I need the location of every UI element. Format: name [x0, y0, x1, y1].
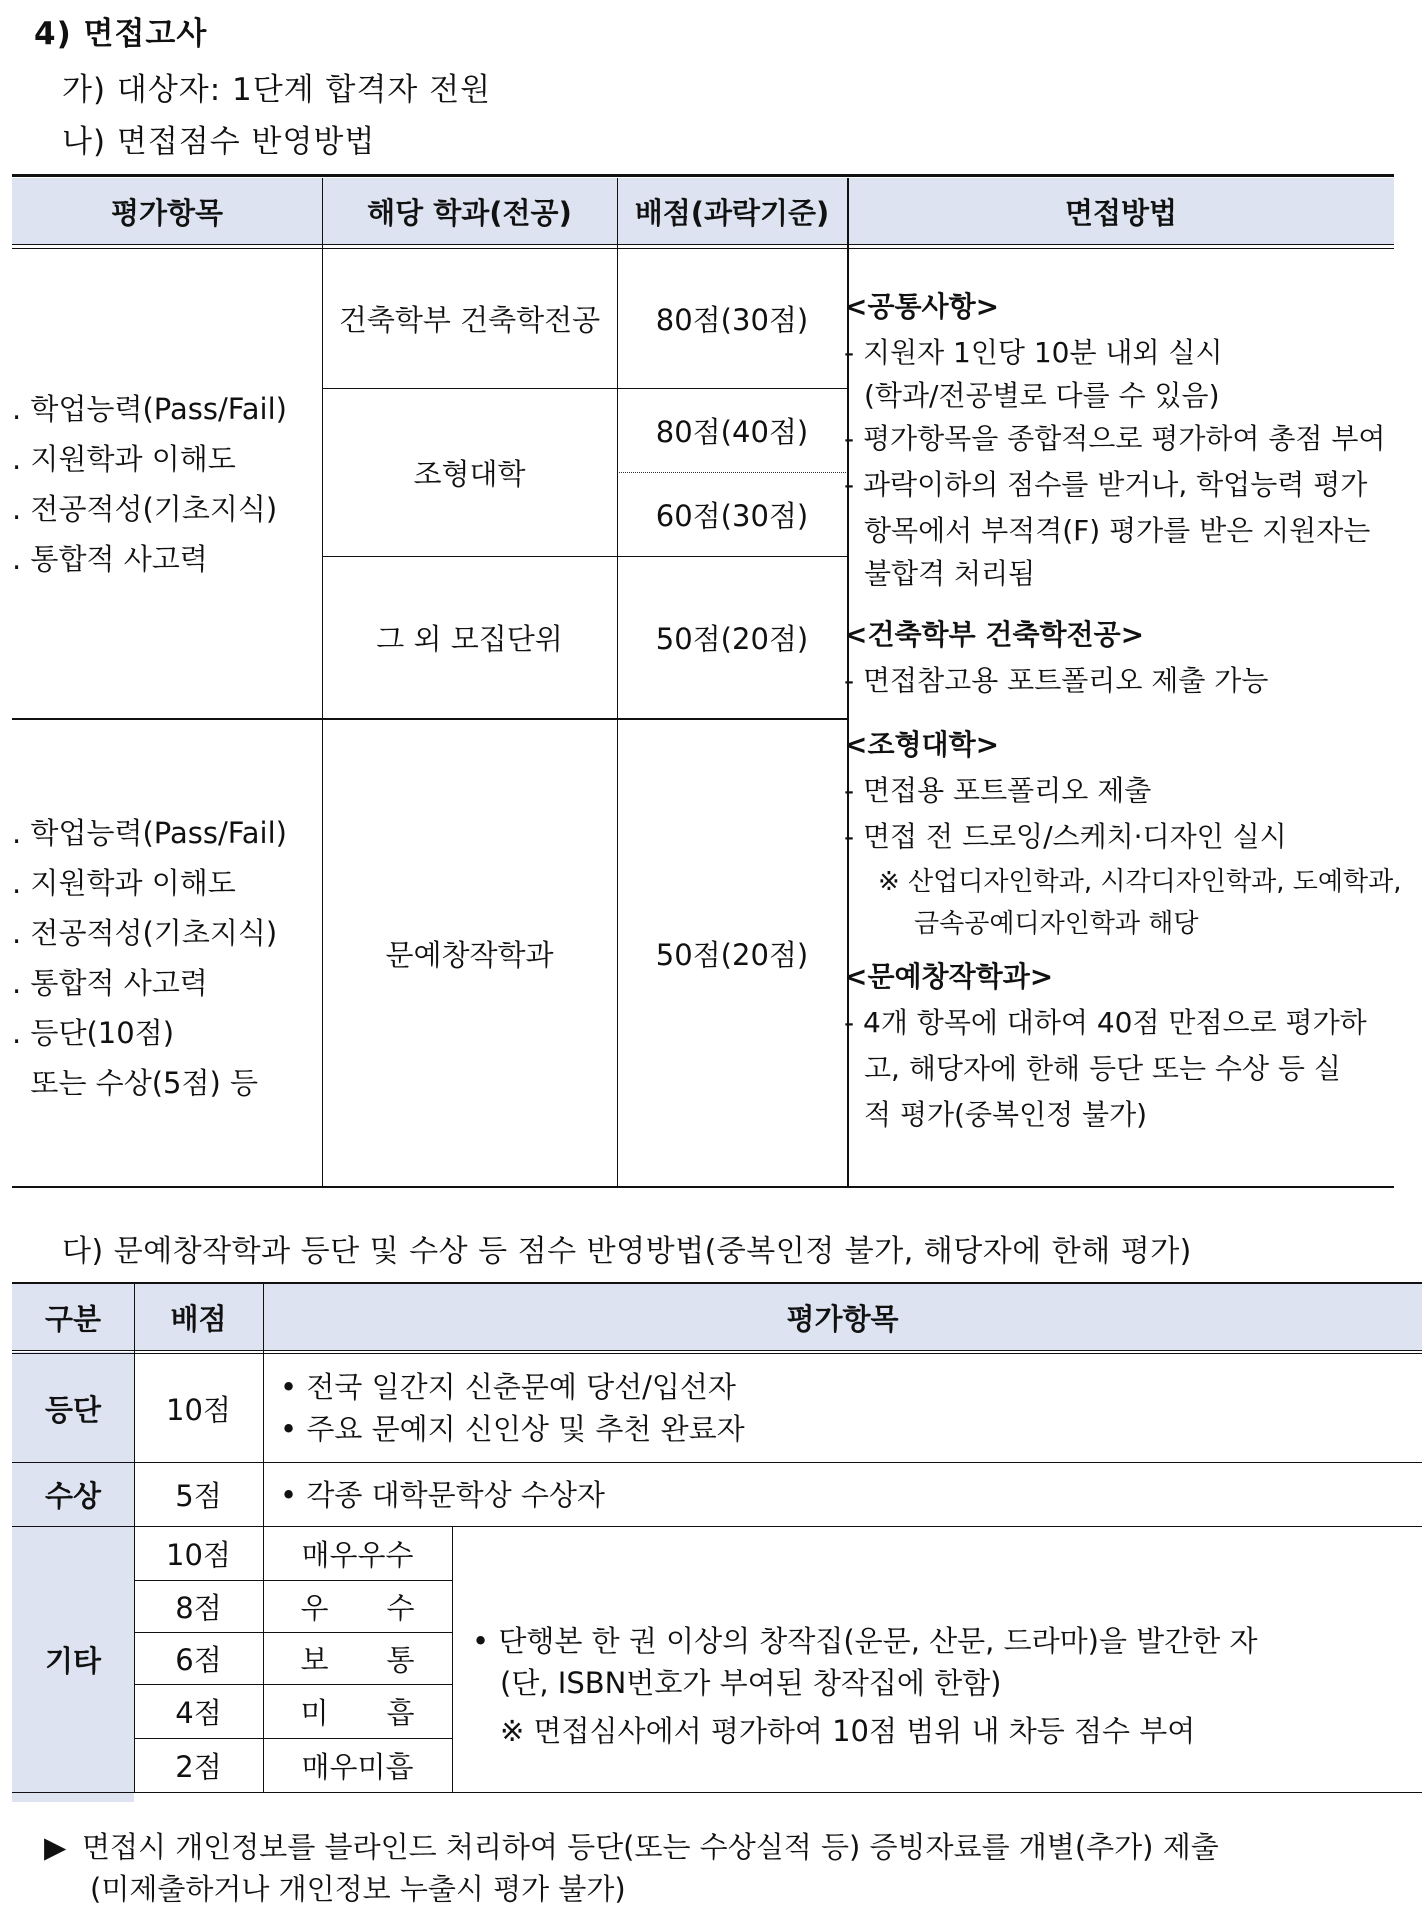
list-item: . 전공적성(기초지식)	[12, 492, 278, 526]
points-etc: 8점	[175, 1591, 222, 1625]
grade-etc: 매우미흡	[301, 1750, 414, 1784]
design-note: ※ 산업디자인학과, 시각디자인학과, 도예학과,	[878, 867, 1402, 897]
common-line: - 평가항목을 종합적으로 평가하여 총점 부여	[844, 422, 1386, 455]
debut-item: • 주요 문예지 신인상 및 추천 완료자	[280, 1412, 745, 1446]
score-design-1: 80점(40점)	[655, 414, 809, 449]
header-score: 배점(과락기준)	[634, 195, 830, 230]
design-line: - 면접용 포트폴리오 제출	[844, 774, 1152, 807]
arch-line: - 면접참고용 포트폴리오 제출 가능	[844, 664, 1269, 697]
grade-etc: 우 수	[300, 1591, 415, 1625]
design-title: <조형대학>	[844, 728, 1000, 761]
debut-award-table	[12, 1282, 1422, 1802]
list-item: . 학업능력(Pass/Fail)	[12, 816, 287, 850]
list-item: . 등단(10점)	[12, 1016, 175, 1050]
common-line: - 지원자 1인당 10분 내외 실시	[844, 336, 1223, 369]
writing-line: - 4개 항목에 대하여 40점 만점으로 평가하	[844, 1006, 1367, 1039]
header-criteria: 평가항목	[110, 195, 224, 230]
method-title: 나) 면접점수 반영방법	[62, 124, 376, 160]
dept-design: 조형대학	[413, 456, 526, 491]
common-line: (학과/전공별로 다를 수 있음)	[864, 379, 1220, 412]
points-etc: 2점	[175, 1750, 222, 1784]
grade-etc: 매우우수	[301, 1538, 414, 1572]
grade-etc: 보 통	[300, 1643, 415, 1677]
footnote	[44, 1826, 1219, 1910]
interview-method-text	[844, 284, 1402, 1138]
list-item: . 통합적 사고력	[12, 542, 208, 576]
arch-title: <건축학부 건축학전공>	[844, 618, 1145, 651]
design-line: - 면접 전 드로잉/스케치·디자인 실시	[844, 820, 1287, 853]
points-etc: 10점	[166, 1538, 231, 1572]
list-item: . 통합적 사고력	[12, 966, 208, 1000]
points-award: 5점	[175, 1479, 222, 1513]
dept-creative-writing: 문예창작학과	[385, 937, 554, 972]
target-line: 가) 대상자: 1단계 합격자 전원	[62, 72, 492, 108]
etc-note: ※ 면접심사에서 평가하여 10점 범위 내 차등 점수 부여	[500, 1714, 1196, 1748]
score-creative-writing: 50점(20점)	[655, 937, 809, 972]
points-etc: 6점	[175, 1643, 222, 1677]
header-method: 면접방법	[1064, 195, 1178, 230]
score-design-2: 60점(30점)	[655, 498, 809, 533]
debut-item: • 전국 일간지 신춘문예 당선/입선자	[280, 1370, 736, 1404]
common-line: 불합격 처리됨	[864, 557, 1036, 590]
design-note: 금속공예디자인학과 해당	[914, 909, 1199, 939]
category-etc: 기타	[44, 1644, 102, 1678]
footnote-line: (미제출하거나 개인정보 누출시 평가 불가)	[90, 1872, 626, 1906]
etc-description: (단, ISBN번호가 부여된 창작집에 한함)	[500, 1666, 1002, 1700]
etc-description: • 단행본 한 권 이상의 창작집(운문, 산문, 드라마)을 발간한 자	[472, 1624, 1258, 1658]
header-category: 구분	[44, 1301, 102, 1336]
list-item: . 전공적성(기초지식)	[12, 916, 278, 950]
common-title: <공통사항>	[844, 290, 1000, 323]
writing-line: 적 평가(중복인정 불가)	[864, 1098, 1148, 1131]
writing-line: 고, 해당자에 한해 등단 또는 수상 등 실	[864, 1052, 1341, 1085]
category-debut: 등단	[44, 1392, 102, 1427]
writing-title: <문예창작학과>	[844, 960, 1054, 993]
section-heading: 4) 면접고사	[34, 16, 208, 52]
award-item: • 각종 대학문학상 수상자	[280, 1478, 605, 1512]
header-department: 해당 학과(전공)	[367, 195, 572, 230]
dept-architecture: 건축학부 건축학전공	[338, 302, 601, 337]
list-item: 또는 수상(5점) 등	[12, 1066, 259, 1100]
list-item: . 지원학과 이해도	[12, 442, 236, 476]
points-debut: 10점	[166, 1392, 231, 1427]
list-item: . 학업능력(Pass/Fail)	[12, 392, 287, 426]
score-architecture: 80점(30점)	[655, 302, 809, 337]
score-other: 50점(20점)	[655, 621, 809, 656]
header-items: 평가항목	[786, 1301, 899, 1336]
arrow-icon: ▶	[44, 1830, 67, 1864]
grade-etc: 미 흡	[300, 1696, 415, 1730]
category-award: 수상	[44, 1479, 102, 1513]
common-line: - 과락이하의 점수를 받거나, 학업능력 평가	[844, 468, 1368, 501]
interview-score-table	[12, 174, 1402, 1188]
criteria-list-general	[12, 384, 322, 584]
list-item: . 지원학과 이해도	[12, 866, 236, 900]
criteria-list-writing	[12, 808, 322, 1108]
points-etc: 4점	[175, 1696, 222, 1730]
footnote-line: 면접시 개인정보를 블라인드 처리하여 등단(또는 수상실적 등) 증빙자료를 개별(추가) 제출	[82, 1830, 1219, 1864]
common-line: 항목에서 부적격(F) 평가를 받은 지원자는	[864, 514, 1371, 547]
header-points: 배점	[170, 1301, 227, 1336]
dept-other: 그 외 모집단위	[376, 621, 563, 656]
section-da-title: 다) 문예창작학과 등단 및 수상 등 점수 반영방법(중복인정 불가, 해당자에 한해 평가)	[62, 1234, 1192, 1269]
